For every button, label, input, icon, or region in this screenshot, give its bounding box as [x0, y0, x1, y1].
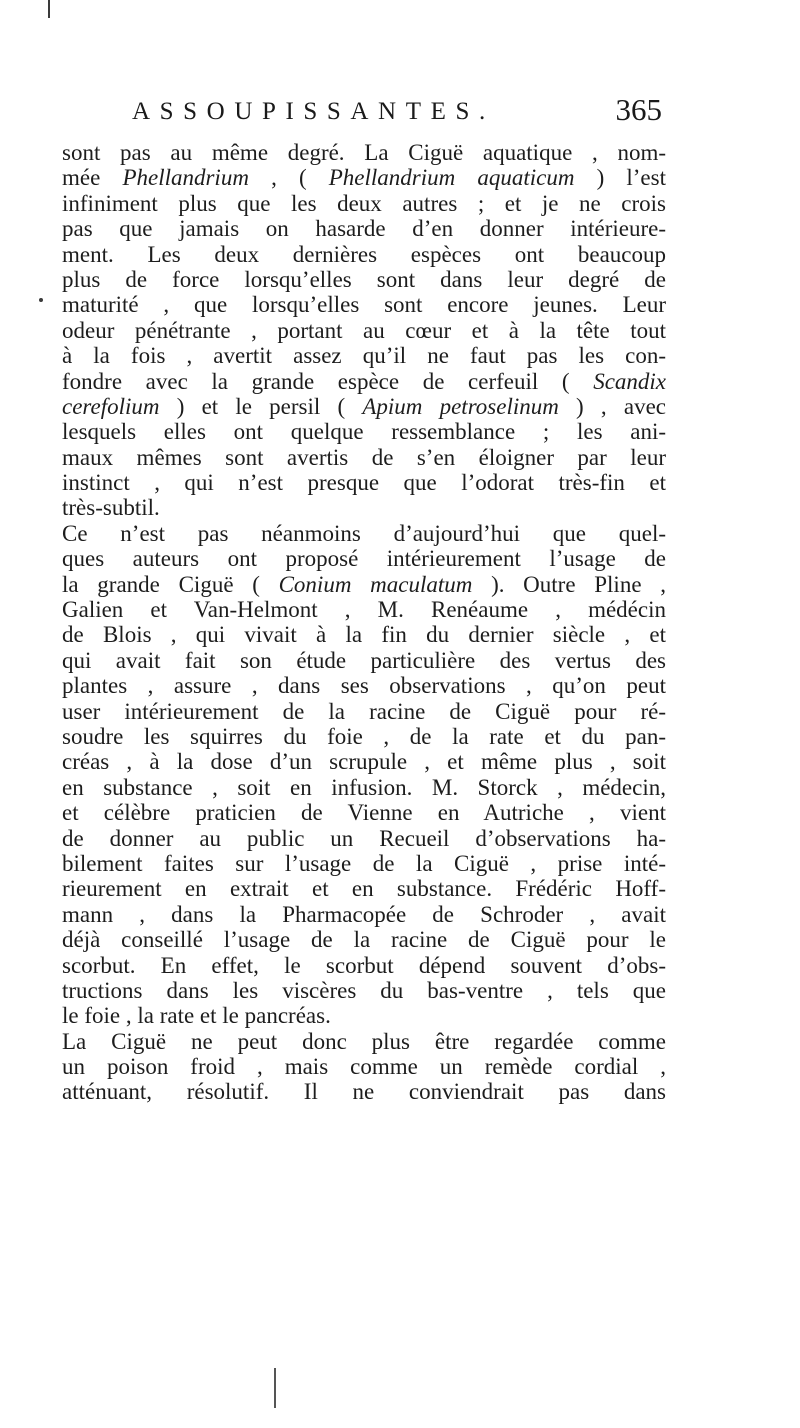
text-line: [62, 216, 666, 241]
text-run: un poison froid , mais comme un remède cordial ,: [62, 1054, 666, 1080]
text-line: [62, 1029, 666, 1054]
text-run: odeur pénétrante , portant au cœur et à la tête tout: [62, 317, 666, 343]
margin-dot: [39, 298, 43, 302]
text-run: ques auteurs ont proposé intérieurement l’usage de: [62, 546, 666, 572]
text-run: scorbut. En effet, le scorbut dépend souvent d’obs-: [62, 952, 666, 978]
text-run: soudre les squirres du foie , de la rate et du pan-: [62, 723, 666, 749]
text-run: à la fois , avertit assez qu’il ne faut pas les con-: [62, 343, 666, 369]
text-run: sont pas au même degré. La Ciguë aquatique , nom-: [62, 140, 666, 165]
italic-text-run: Phellandrium aquaticum: [328, 165, 575, 191]
text-run: fondre avec la grande espèce de cerfeuil (: [62, 368, 594, 394]
italic-text-run: cerefolium: [62, 393, 160, 419]
text-run: user intérieurement de la racine de Ciguë pour ré-: [62, 698, 666, 724]
text-line: [62, 394, 666, 419]
text-run: , (: [248, 165, 329, 191]
text-run: ). Outre Pline ,: [472, 571, 666, 597]
text-line: [62, 369, 666, 394]
text-line: [62, 292, 666, 317]
text-run: Ce n’est pas néanmoins d’aujourd’hui que quel-: [62, 520, 666, 546]
text-run: et célèbre praticien de Vienne en Autriche , vient: [62, 800, 666, 826]
text-run: tructions dans les viscères du bas-ventre , tels que: [62, 977, 666, 1003]
body-text: [62, 140, 666, 1105]
text-line: [62, 572, 666, 597]
text-line: [62, 267, 666, 292]
text-line: [62, 749, 666, 774]
text-line: [62, 470, 666, 495]
text-run: déjà conseillé l’usage de la racine de Ciguë pour le: [62, 927, 666, 953]
margin-mark-top: [48, 0, 50, 18]
text-line: [62, 140, 666, 165]
text-run: Galien et Van-Helmont , M. Renéaume , médécin: [62, 597, 666, 623]
text-line: [62, 1054, 666, 1079]
italic-text-run: Scandix: [593, 368, 666, 394]
text-line: [62, 521, 666, 546]
text-run: qui avait fait son étude particulière des vertus des: [62, 647, 666, 673]
text-line: [62, 826, 666, 851]
text-run: le foie , la rate et le pancréas.: [62, 1003, 331, 1029]
text-run: ) , avec: [558, 393, 666, 419]
text-run: instinct , qui n’est presque que l’odorat très-fin et: [62, 470, 666, 496]
text-line: [62, 699, 666, 724]
text-run: ) et le persil (: [159, 393, 363, 419]
text-line: [62, 343, 666, 368]
text-line: [62, 978, 666, 1003]
text-run: pas que jamais on hasarde d’en donner intérieure-: [62, 216, 666, 242]
text-run: La Ciguë ne peut donc plus être regardée comme: [62, 1028, 666, 1054]
page-number: 365: [615, 92, 662, 127]
text-line: [62, 1079, 666, 1104]
text-run: créas , à la dose d’un scrupule , et même plus , soit: [62, 749, 666, 775]
text-run: la grande Ciguë (: [62, 571, 279, 597]
text-line: [62, 165, 666, 190]
text-run: ) l’est: [574, 165, 666, 191]
text-line: [62, 419, 666, 444]
text-run: de Blois , qui vivait à la fin du dernier siècle , et: [62, 622, 666, 648]
text-line: [62, 191, 666, 216]
text-run: en substance , soit en infusion. M. Storck , médecin,: [62, 774, 666, 800]
text-run: ment. Les deux dernières espèces ont beaucoup: [62, 241, 666, 267]
text-run: très-subtil.: [62, 495, 160, 521]
text-line: [62, 242, 666, 267]
text-line: [62, 800, 666, 825]
text-run: de donner au public un Recueil d’observations ha-: [62, 825, 666, 851]
text-line: [62, 622, 666, 647]
text-run: plantes , assure , dans ses observations , qu’on peut: [62, 673, 666, 699]
text-line: [62, 495, 666, 520]
italic-text-run: Phellandrium: [122, 165, 249, 191]
text-line: [62, 546, 666, 571]
text-run: maux mêmes sont avertis de s’en éloigner par leur: [62, 444, 666, 470]
text-line: [62, 851, 666, 876]
text-line: [62, 673, 666, 698]
margin-mark-bottom: [274, 1368, 276, 1408]
text-run: rieurement en extrait et en substance. Frédéric Hoff-: [62, 876, 666, 902]
text-line: [62, 953, 666, 978]
text-line: [62, 597, 666, 622]
text-run: atténuant, résolutif. Il ne conviendrait pas dans: [62, 1079, 666, 1105]
text-run: mann , dans la Pharmacopée de Schroder , avait: [62, 901, 666, 927]
text-run: maturité , que lorsqu’elles sont encore jeunes. Leur: [62, 292, 666, 318]
text-run: plus de force lorsqu’elles sont dans leur degré de: [62, 266, 666, 292]
text-line: [62, 927, 666, 952]
italic-text-run: Conium maculatum: [278, 571, 473, 597]
text-line: [62, 876, 666, 901]
text-line: [62, 1003, 666, 1028]
text-line: [62, 648, 666, 673]
text-line: [62, 724, 666, 749]
text-line: [62, 775, 666, 800]
text-line: [62, 318, 666, 343]
text-line: [62, 445, 666, 470]
text-run: bilement faites sur l’usage de la Ciguë , prise inté-: [62, 850, 666, 876]
italic-text-run: Apium petroselinum: [362, 393, 559, 419]
text-line: [62, 902, 666, 927]
page-header: [132, 92, 662, 136]
text-run: lesquels elles ont quelque ressemblance ; les ani-: [62, 419, 666, 445]
running-head: ASSOUPISSANTES.: [132, 98, 495, 125]
text-run: mée: [62, 165, 123, 191]
text-run: infiniment plus que les deux autres ; et je ne crois: [62, 190, 666, 216]
